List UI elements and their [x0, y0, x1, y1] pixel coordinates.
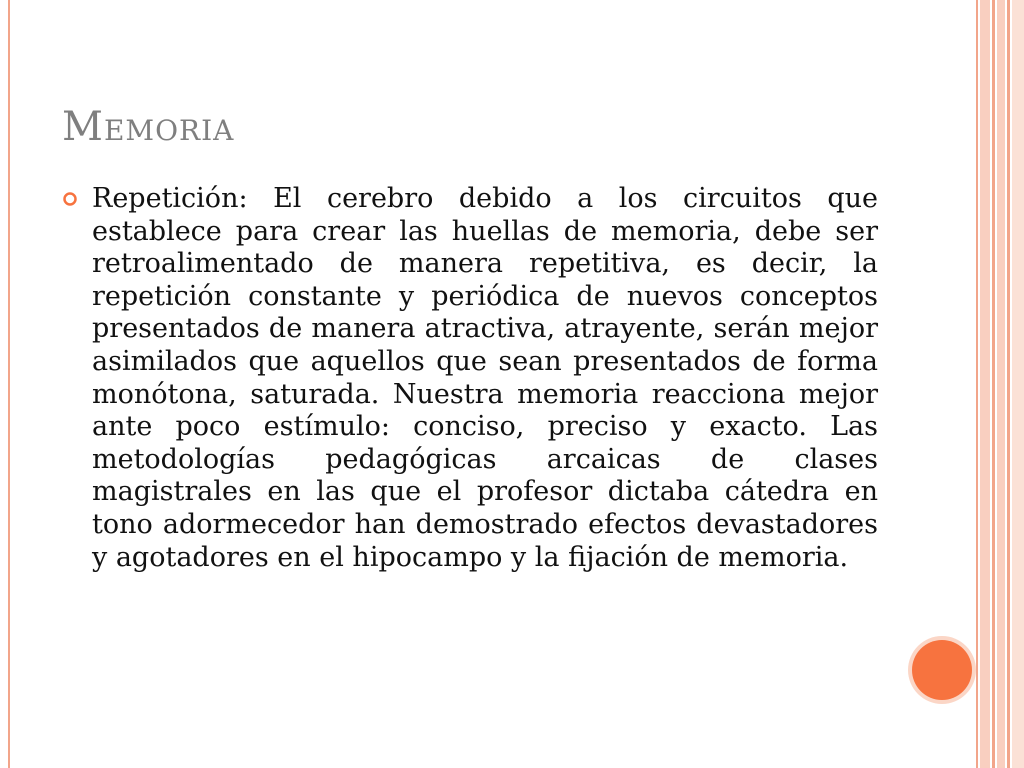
- orange-circle-icon: [912, 640, 972, 700]
- right-stripe: [997, 0, 1005, 768]
- circle-bullet-icon: [62, 191, 78, 207]
- right-stripe: [980, 0, 990, 768]
- right-stripe: [1007, 0, 1010, 768]
- right-stripe: [992, 0, 995, 768]
- bullet-text: Repetición: El cerebro debido a los circuitos que establece para crear las huellas de memoria, debe ser retroalimentado de manera repetitiva, es decir, la repetición constante y periódica de nuevos conceptos presentados de manera atractiva, atrayente, serán mejor asimilados que aquellos que sean presentados de forma monótona, saturada. Nuestra memoria reacciona mejor ante poco estímulo: conciso, preciso y exacto. Las metodologías pedagógicas arcaicas de clases magistrales en las que el profesor dictaba cátedra en tono adormecedor han demostrado efectos devastadores y agotadores en el hipocampo y la fijación de memoria.: [92, 183, 878, 573]
- left-frame-line: [8, 0, 10, 768]
- slide-title: Memoria: [62, 104, 235, 150]
- right-stripe: [1012, 0, 1024, 768]
- right-stripe: [976, 0, 978, 768]
